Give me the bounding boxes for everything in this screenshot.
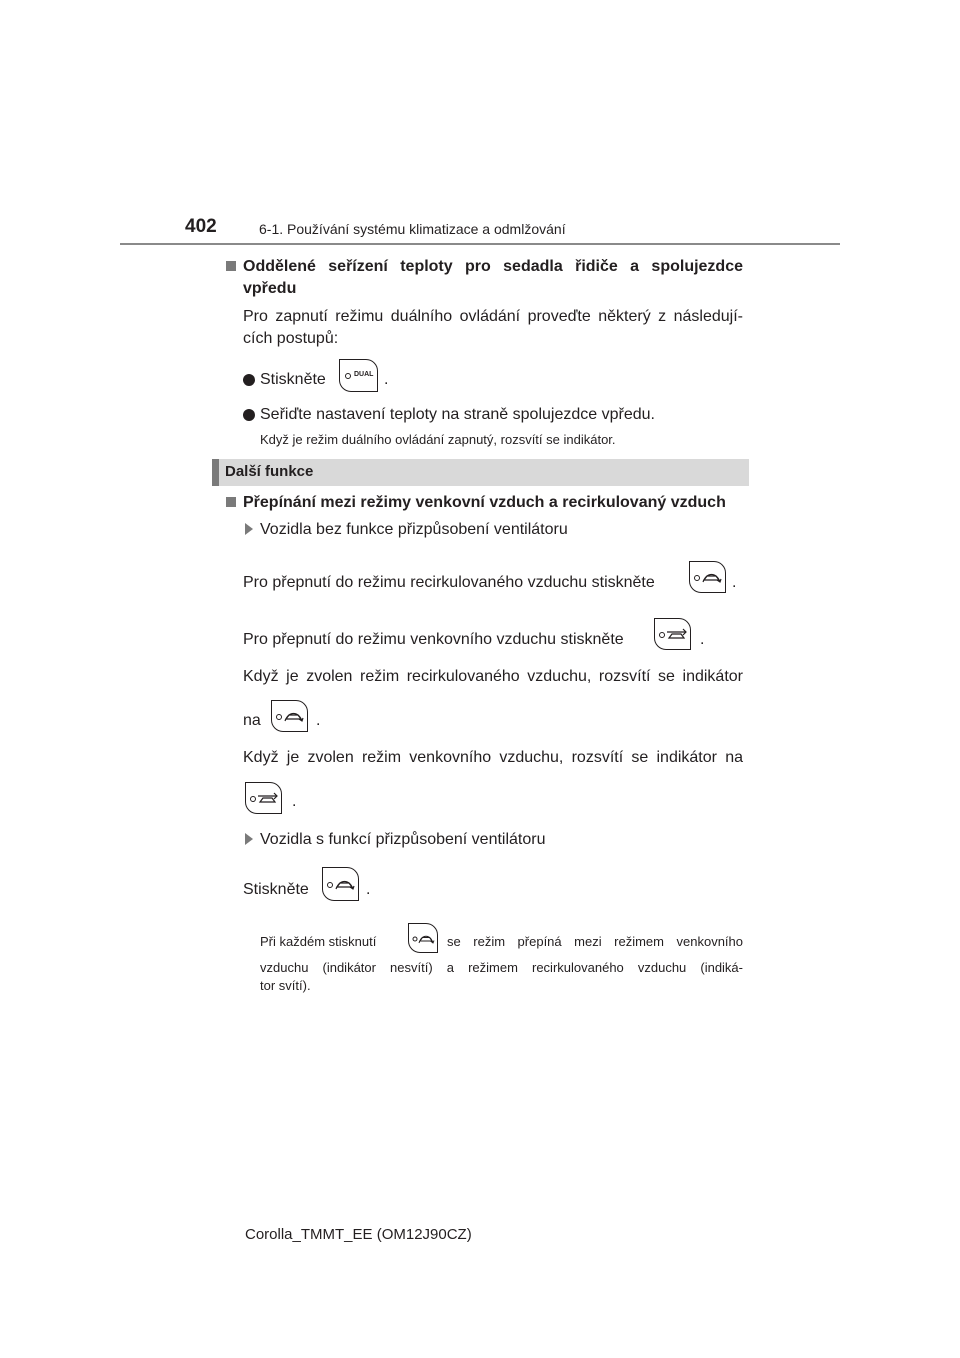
bullet1-text: Stiskněte (260, 371, 326, 388)
air-mode-heading (243, 490, 726, 516)
recirculation-indicator-icon (271, 700, 308, 732)
dual-intro-line2: cích postupů: (243, 330, 339, 347)
press-instruction: Stiskněte (243, 881, 309, 898)
fresh-air-indicator-icon (245, 782, 282, 814)
fresh-air-button-icon (654, 618, 691, 650)
square-bullet-icon (226, 261, 236, 271)
bullet2-text: Seřiďte nastavení teploty na straně spolujezdce vpředu. (260, 406, 655, 423)
dual-note: Když je režim duálního ovládání zapnutý, rozsvítí se indikátor. (260, 432, 616, 447)
band-accent-bar (212, 459, 219, 486)
round-bullet-icon (243, 409, 255, 421)
fresh-instruction: Pro přepnutí do režimu venkovního vzduchu stiskněte (243, 631, 624, 648)
sub2-text: Vozidla s funkcí přizpůsobení ventilátoru (260, 831, 546, 848)
square-bullet-icon (226, 497, 236, 507)
recirc-instruction: Pro přepnutí do režimu recirkulovaného vzduchu stiskněte (243, 574, 655, 591)
dual-bullet-2 (260, 402, 655, 428)
recirc-indicator-line2: na (243, 712, 261, 729)
section-band (212, 459, 749, 486)
dual-heading (243, 254, 743, 280)
subheading-without-fan (260, 517, 568, 543)
note-line1-after: se režim přepíná mezi režimem venkovního (447, 934, 743, 949)
dual-heading-line2: vpředu (243, 280, 297, 297)
recirc-period: . (732, 574, 737, 591)
note-line3: tor svítí). (260, 978, 311, 993)
sub1-text: Vozidla bez funkce přizpůsobení ventilátoru (260, 521, 568, 538)
note-line1-before: Při každém stisknutí (260, 934, 377, 949)
recirculation-button-icon (689, 561, 726, 593)
bullet1-period: . (384, 371, 389, 388)
air-mode-button-small-icon (408, 923, 438, 953)
footer-model: Corolla_TMMT_EE (OM12J90CZ) (245, 1226, 472, 1243)
dual-button-icon (339, 359, 378, 392)
press-period: . (366, 881, 371, 898)
fresh-indicator-line1: Když je zvolen režim venkovního vzduchu, rozsvítí se indikátor na (243, 749, 743, 766)
page-number: 402 (185, 216, 217, 237)
triangle-bullet-icon (245, 833, 253, 845)
recirc-indicator-line1: Když je zvolen režim recirkulovaného vzduchu, rozsvítí se indikátor (243, 668, 743, 685)
dual-heading-line1: Oddělené seřízení teploty pro sedadla řidiče a spolujezdce (243, 258, 743, 275)
round-bullet-icon (243, 374, 255, 386)
note-line2: vzduchu (indikátor nesvítí) a režimem recirkulovaného vzduchu (indiká- (260, 960, 743, 975)
band-title: Další funkce (225, 463, 314, 480)
triangle-bullet-icon (245, 523, 253, 535)
dual-intro-line1: Pro zapnutí režimu duálního ovládání proveďte některý z následují- (243, 308, 743, 325)
air-mode-heading-text: Přepínání mezi režimy venkovní vzduch a recirkulovaný vzduch (243, 494, 726, 511)
fresh-period: . (700, 631, 705, 648)
dual-button-label: DUAL (354, 371, 374, 378)
subheading-with-fan (260, 827, 546, 853)
dual-bullet-1 (260, 367, 326, 393)
recirc-indicator-period: . (316, 712, 321, 729)
section-title: 6-1. Používání systému klimatizace a odmlžování (259, 221, 566, 237)
fresh-indicator-period: . (292, 793, 297, 810)
header-divider (120, 243, 840, 245)
air-mode-button-icon (322, 867, 359, 901)
